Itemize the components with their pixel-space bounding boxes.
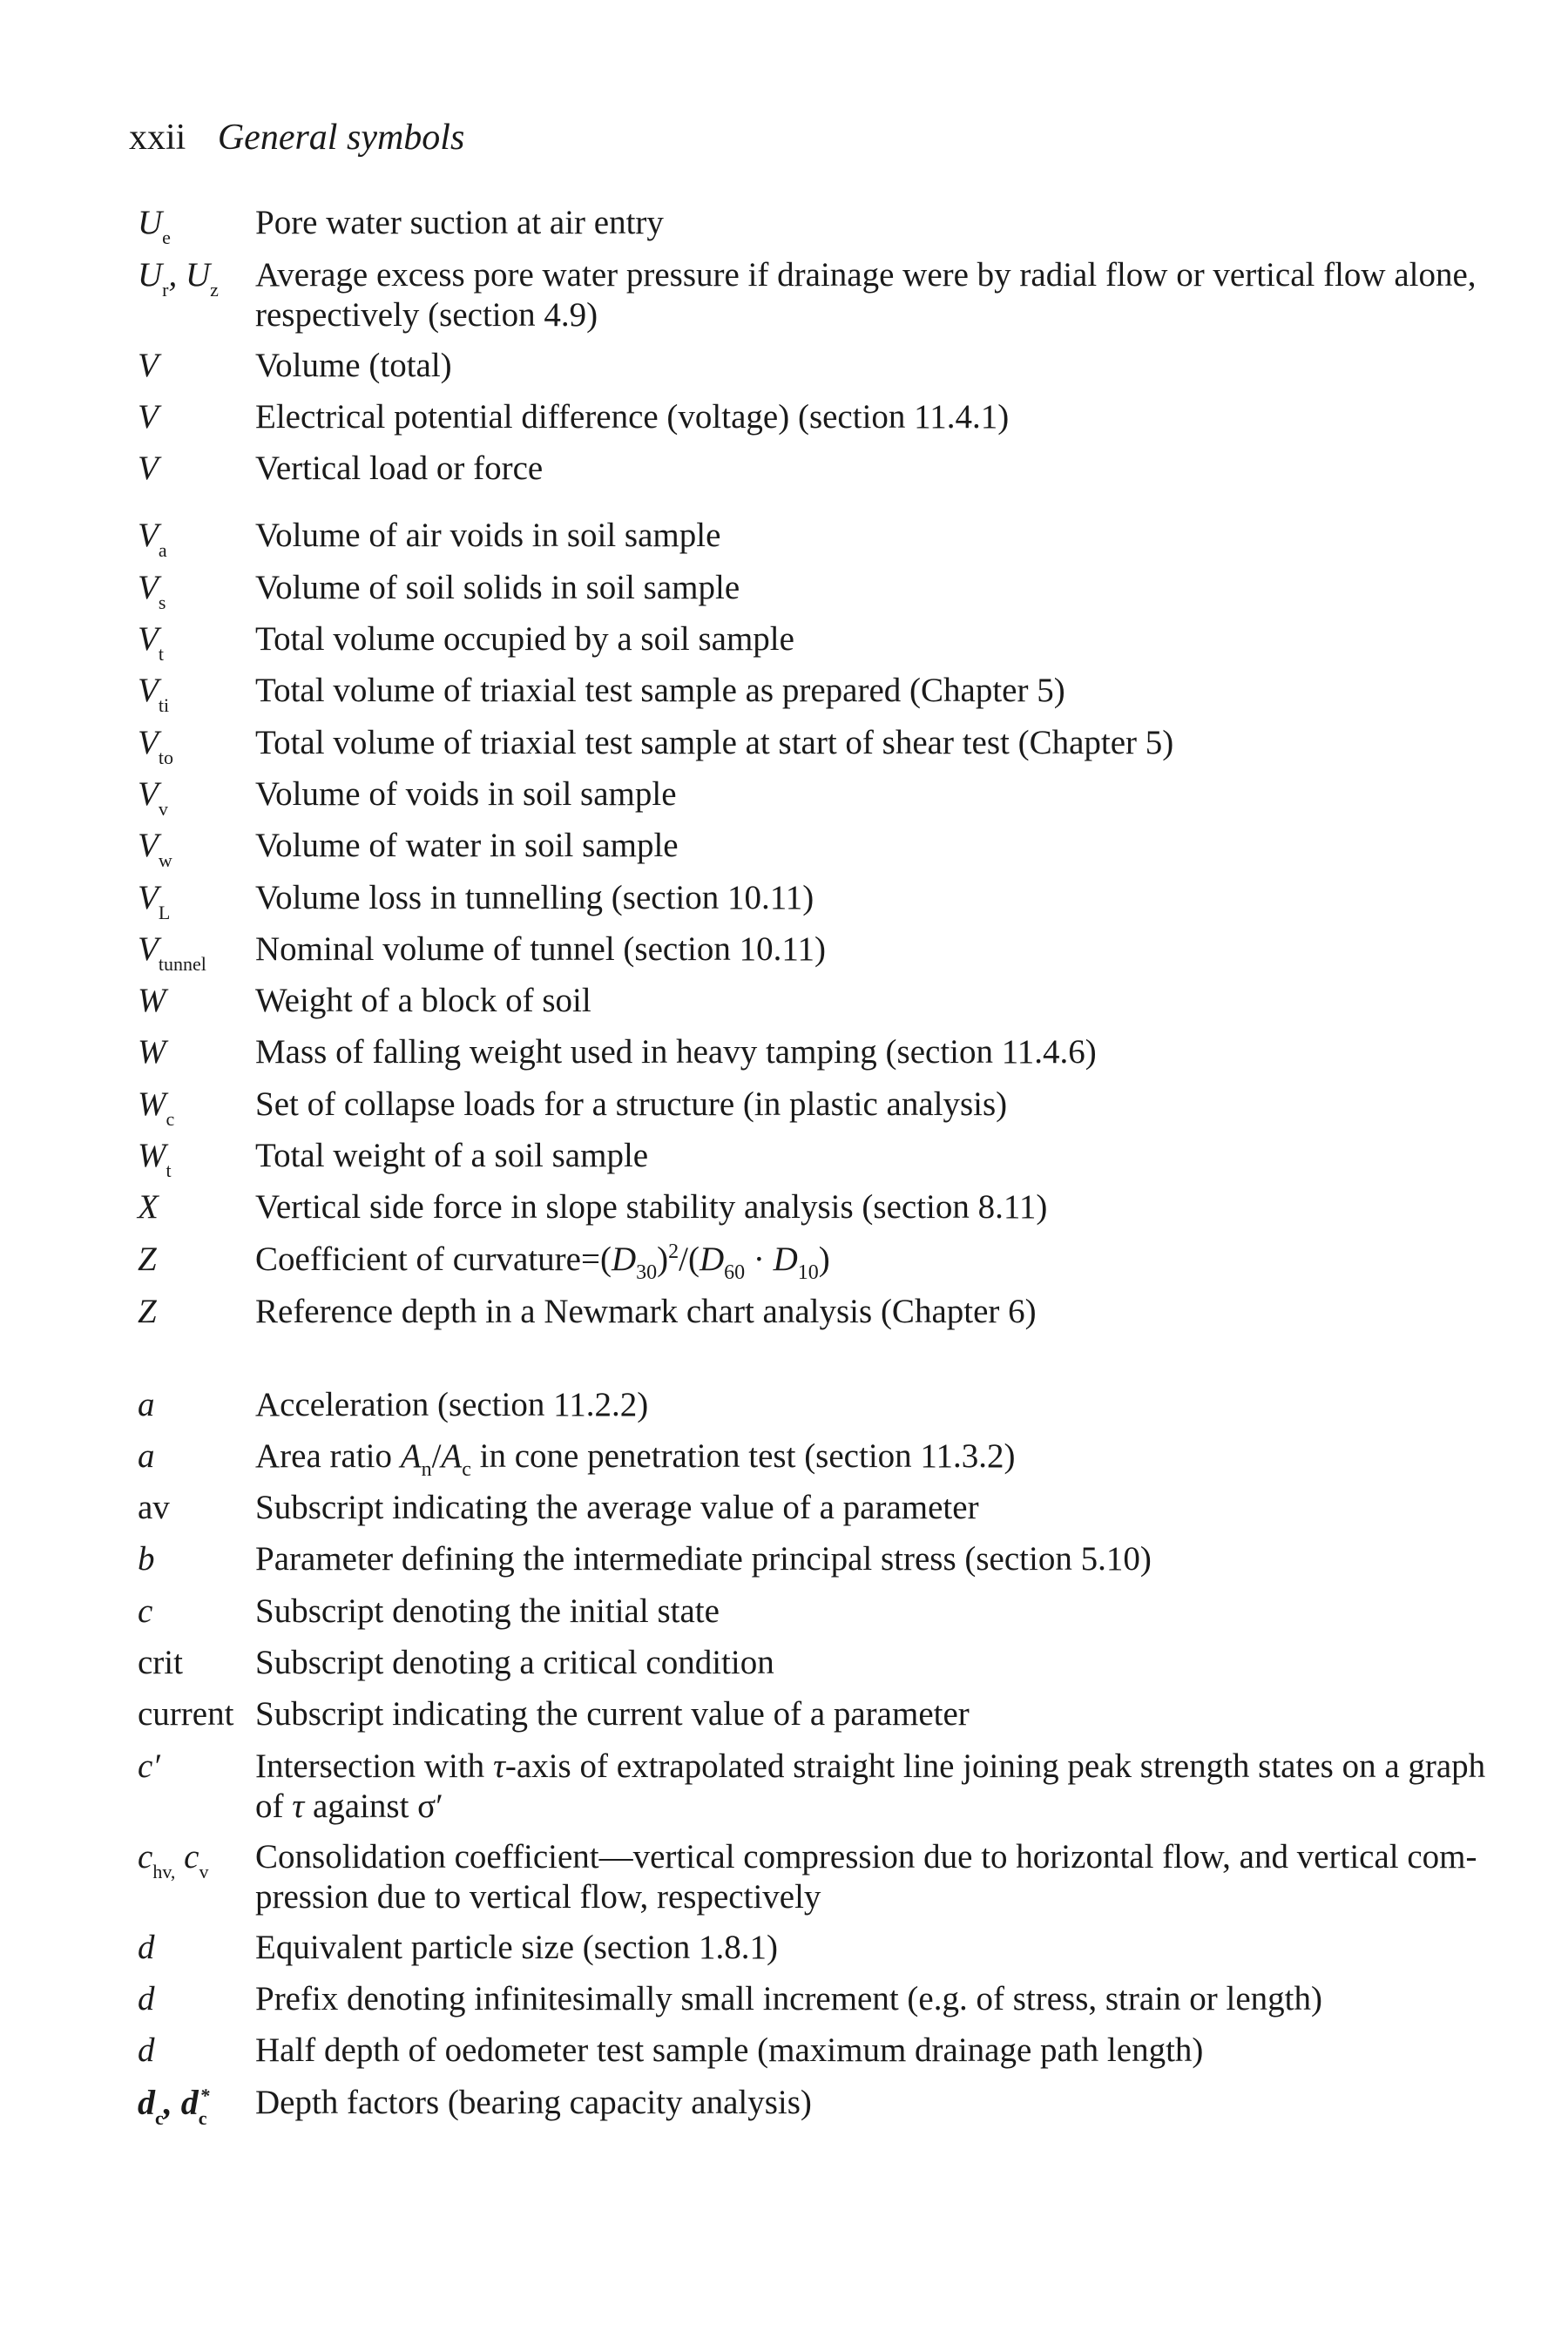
symbol-description: Subscript denoting a critical condition	[255, 1644, 774, 1681]
symbol-description: Half depth of oedometer test sample (maximum drainage path length)	[255, 2031, 1204, 2069]
symbol: $V_L$	[138, 879, 171, 923]
symbol: $V_v$	[138, 775, 168, 820]
symbol: V	[138, 449, 159, 487]
symbol: V	[138, 347, 159, 384]
symbol: d	[138, 1980, 155, 2017]
symbol-description: Total weight of a soil sample	[255, 1137, 649, 1174]
symbol-description: Total volume occupied by a soil sample	[255, 620, 794, 658]
symbol: $V_s$	[138, 569, 166, 613]
symbol: crit	[138, 1644, 183, 1681]
symbol: $W_c$	[138, 1085, 175, 1130]
symbol: $V_{tunnel}$	[138, 930, 206, 975]
symbol-description: Total volume of triaxial test sample at start of shear test (Chapter 5)	[255, 724, 1174, 761]
running-title: General symbols	[217, 118, 465, 158]
symbol: c′	[138, 1747, 160, 1785]
symbol: Z	[138, 1293, 157, 1330]
symbol: $V_t$	[138, 620, 164, 665]
symbol: X	[138, 1188, 159, 1226]
symbol-description: Subscript indicating the average value of a parameter	[255, 1489, 979, 1526]
symbol: $W_t$	[138, 1137, 172, 1181]
symbol: d	[138, 1929, 155, 1966]
symbol: $V_a$	[138, 517, 167, 561]
symbol-description: Volume of voids in soil sample	[255, 775, 677, 813]
symbol: $V_{to}$	[138, 724, 173, 768]
symbol-description: Total volume of triaxial test sample as prepared (Chapter 5)	[255, 672, 1065, 709]
symbol-description: Subscript indicating the current value of a parameter	[255, 1695, 970, 1733]
symbol-description: Electrical potential difference (voltage) (section 11.4.1)	[255, 398, 1010, 436]
symbol-description: Consolidation coefficient—vertical compression due to horizontal flow, and vertical com- pression due to vertical flow, respectively	[255, 1838, 1477, 1916]
symbol: $V_{ti}$	[138, 672, 170, 716]
symbol: W	[138, 1033, 166, 1071]
symbol-description: Mass of falling weight used in heavy tamping (section 11.4.6)	[255, 1033, 1097, 1071]
symbol-description: Acceleration (section 11.2.2)	[255, 1386, 649, 1423]
symbol: b	[138, 1540, 155, 1578]
page-number: xxii	[129, 118, 186, 158]
symbol: current	[138, 1695, 234, 1733]
symbol: $U_e$	[138, 204, 171, 248]
symbol: W	[138, 982, 166, 1019]
symbol-description: Prefix denoting infinitesimally small increment (e.g. of stress, strain or length)	[255, 1980, 1322, 2017]
symbol-description: Set of collapse loads for a structure (in plastic analysis)	[255, 1085, 1008, 1123]
symbol-description: Equivalent particle size (section 1.8.1)	[255, 1929, 778, 1966]
symbol-description: Volume loss in tunnelling (section 10.11)	[255, 879, 814, 916]
symbol-description: Nominal volume of tunnel (section 10.11)	[255, 930, 826, 968]
symbol-description: Weight of a block of soil	[255, 982, 591, 1019]
symbol-description: Subscript denoting the initial state	[255, 1592, 720, 1630]
symbol: a	[138, 1437, 155, 1475]
symbol-description: Depth factors (bearing capacity analysis)	[255, 2084, 812, 2121]
symbol-description: Vertical load or force	[255, 449, 544, 487]
symbol-description: Volume of air voids in soil sample	[255, 517, 721, 554]
symbol: a	[138, 1386, 155, 1423]
symbol: $V_w$	[138, 827, 172, 871]
symbol-description: Average excess pore water pressure if drainage were by radial flow or vertical flow alone, respectively (section 4.9)	[255, 256, 1477, 334]
symbol-description: Vertical side force in slope stability analysis (section 8.11)	[255, 1188, 1048, 1226]
symbol-description: Parameter defining the intermediate principal stress (section 5.10)	[255, 1540, 1152, 1578]
symbol-description: Intersection with τ-axis of extrapolated straight line joining peak strength states on a graph of τ against σ′	[255, 1747, 1486, 1825]
symbol-description: Area ratio $A_n/A_c$ in cone penetration test (section 11.3.2)	[255, 1437, 1016, 1481]
symbol: d	[138, 2031, 155, 2069]
symbol-description: Volume of water in soil sample	[255, 827, 679, 864]
symbol: $c_{hv,}$ $c_v$	[138, 1838, 209, 1882]
symbol-description: Reference depth in a Newmark chart analysis (Chapter 6)	[255, 1293, 1037, 1330]
symbol: $U_r$, $U_z$	[138, 256, 219, 301]
symbol: Z	[138, 1240, 157, 1278]
symbol-description: Volume (total)	[255, 347, 452, 384]
symbol: $d_c$, $d_c^*$	[138, 2083, 210, 2129]
symbol-description: Coefficient of $curvature=(D_{30})^2/(D_{60} \cdot D_{10})$	[255, 1240, 830, 1284]
symbol-description: Volume of soil solids in soil sample	[255, 569, 740, 606]
symbol: av	[138, 1489, 170, 1526]
symbol-description: Pore water suction at air entry	[255, 204, 664, 241]
symbol: c	[138, 1592, 153, 1630]
symbol: V	[138, 398, 159, 436]
